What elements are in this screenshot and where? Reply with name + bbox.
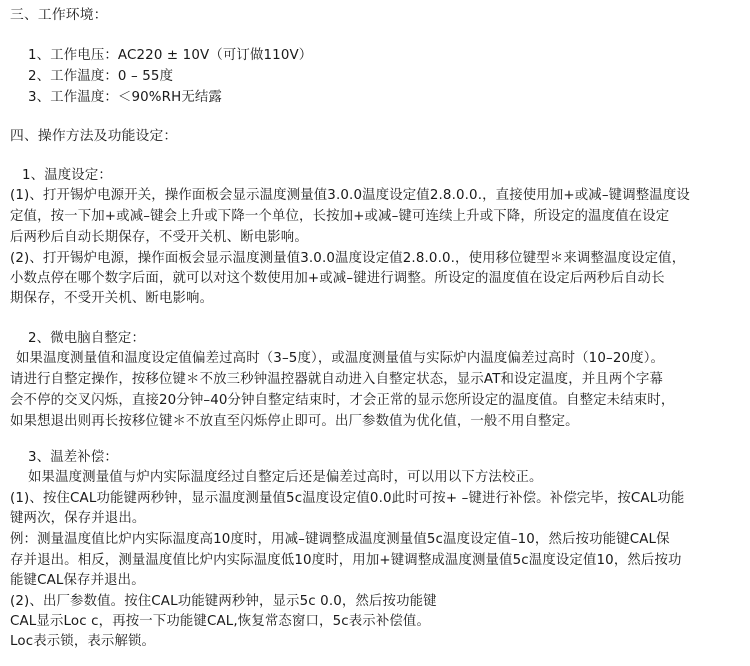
temp-setting-p2-line: (2)、打开锡炉电源，操作面板会显示温度测量值3.0.0温度设定值2.8.0.0.，使用移位键型＊来调整温度设定值， [10, 251, 686, 266]
section-3-heading: 三、工作环境： [10, 7, 108, 23]
temp-comp-heading: 3、温差补偿： [28, 450, 118, 465]
temp-comp-p2-line: (2)、出厂参数值。按住CAL功能键两秒钟，显示5c 0.0，然后按功能键 [10, 594, 437, 609]
auto-tune-line: 如果想退出则再长按移位键＊不放直至闪烁停止即可。出厂参数值为优化值，一般不用自整定。 [10, 414, 579, 429]
temp-comp-p2-line: CAL显示Loc c，再按一下功能键CAL,恢复常态窗口，5c表示补偿值。 [10, 614, 431, 629]
env-item-temperature: 2、工作温度：0 – 55度 [28, 69, 174, 84]
temp-comp-example-line: 能键CAL保存并退出。 [10, 573, 145, 588]
temp-setting-p2-line: 期保存，不受开关机、断电影响。 [10, 291, 214, 306]
env-item-voltage: 1、工作电压：AC220 ± 10V（可订做110V） [28, 48, 313, 63]
auto-tune-line: 如果温度测量值和温度设定值偏差过高时（3–5度），或温度测量值与实际炉内温度偏差过高时（10–20度）。 [16, 351, 665, 366]
temp-setting-p2-line: 小数点停在哪个数字后面，就可以对这个数使用加+或减–键进行调整。所设定的温度值在设定后两秒后自动长 [10, 271, 665, 286]
temp-setting-heading: 1、温度设定： [22, 168, 112, 183]
temp-comp-example-line: 存并退出。相反，测量温度值比炉内实际温度低10度时，用加+键调整成温度测量值5c温度设定值10，然后按功 [10, 553, 682, 568]
temp-comp-p1-line: (1)、按住CAL功能键两秒钟，显示温度测量值5c温度设定值0.0此时可按+ –键进行补偿。补偿完毕，按CAL功能 [10, 491, 685, 506]
temp-setting-p1-line: (1)、打开锡炉电源开关，操作面板会显示温度测量值3.0.0温度设定值2.8.0.0.，直接使用加+或减–键调整温度设 [10, 188, 690, 203]
temp-comp-intro: 如果温度测量值与炉内实际温度经过自整定后还是偏差过高时，可以用以下方法校正。 [28, 470, 543, 485]
auto-tune-line: 请进行自整定操作，按移位键＊不放三秒钟温控器就自动进入自整定状态，显示AT和设定温度，并且两个字幕 [10, 372, 664, 387]
env-item-humidity: 3、工作温度：＜90%RH无结露 [28, 90, 222, 105]
temp-setting-p1-line: 定值，按一下加+或减–键会上升或下降一个单位，长按加+或减–键可连续上升或下降，所设定的温度值在设定 [10, 209, 670, 224]
temp-comp-p1-line: 键两次，保存并退出。 [10, 511, 146, 526]
section-4-heading: 四、操作方法及功能设定： [10, 128, 178, 144]
temp-setting-p1-line: 后两秒后自动长期保存，不受开关机、断电影响。 [10, 230, 308, 245]
auto-tune-line: 会不停的交叉闪烁，直接20分钟–40分钟自整定结束时，才会正常的显示您所设定的温度值。自整定未结束时， [10, 393, 675, 408]
auto-tune-heading: 2、微电脑自整定： [28, 331, 145, 346]
temp-comp-p2-line: Loc表示锁，表示解锁。 [10, 634, 156, 649]
temp-comp-example-line: 例：测量温度值比炉内实际温度高10度时，用减–键调整成温度测量值5c温度设定值–10，然后按功能键CAL保 [10, 532, 670, 547]
